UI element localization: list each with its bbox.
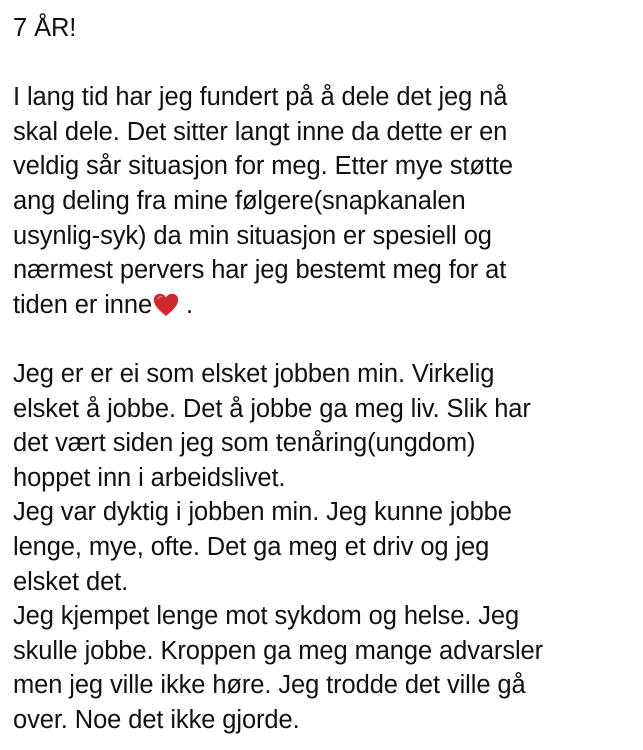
post-title: 7 ÅR!: [13, 14, 77, 42]
text-line: lenge, mye, ofte. Det ga meg et driv og jeg: [13, 532, 490, 561]
text-line: over. Noe det ikke gjorde.: [13, 705, 300, 734]
text-line: skal dele. Det sitter langt inne da dette er en: [13, 117, 508, 146]
text-line: Jeg var dyktig i jobben min. Jeg kunne jobbe: [13, 498, 512, 527]
text-line: Jeg er er ei som elsket jobben min. Virkelig: [13, 359, 495, 388]
blank-line: [13, 46, 633, 81]
text-fragment: .: [179, 290, 194, 319]
text-line: skulle jobbe. Kroppen ga meg mange advarsler: [13, 636, 544, 665]
text-line: hoppet inn i arbeidslivet.: [13, 463, 286, 492]
red-heart-icon: [153, 293, 179, 317]
text-line-with-emoji: [13, 288, 633, 323]
text-line: usynlig-syk) da min situasjon er spesiell og: [13, 221, 492, 250]
text-line: ang deling fra mine følgere(snapkanalen: [13, 186, 466, 215]
text-line: veldig sår situasjon for meg. Etter mye støtte: [13, 152, 513, 181]
text-line: det vært siden jeg som tenåring(ungdom): [13, 429, 476, 458]
text-line: men jeg ville ikke høre. Jeg trodde det ville gå: [13, 671, 526, 700]
text-line: elsket det.: [13, 567, 129, 596]
post-text: [13, 11, 633, 737]
text-fragment: tiden er inne: [13, 290, 153, 319]
paragraph-2: [13, 357, 633, 738]
blank-line: [13, 322, 633, 357]
text-line: nærmest pervers har jeg bestemt meg for at: [13, 256, 507, 285]
text-line: Jeg kjempet lenge mot sykdom og helse. Jeg: [13, 602, 520, 631]
paragraph-1: [13, 80, 633, 322]
text-line: I lang tid har jeg fundert på å dele det jeg nå: [13, 83, 508, 112]
text-line: elsket å jobbe. Det å jobbe ga meg liv. Slik har: [13, 394, 531, 423]
